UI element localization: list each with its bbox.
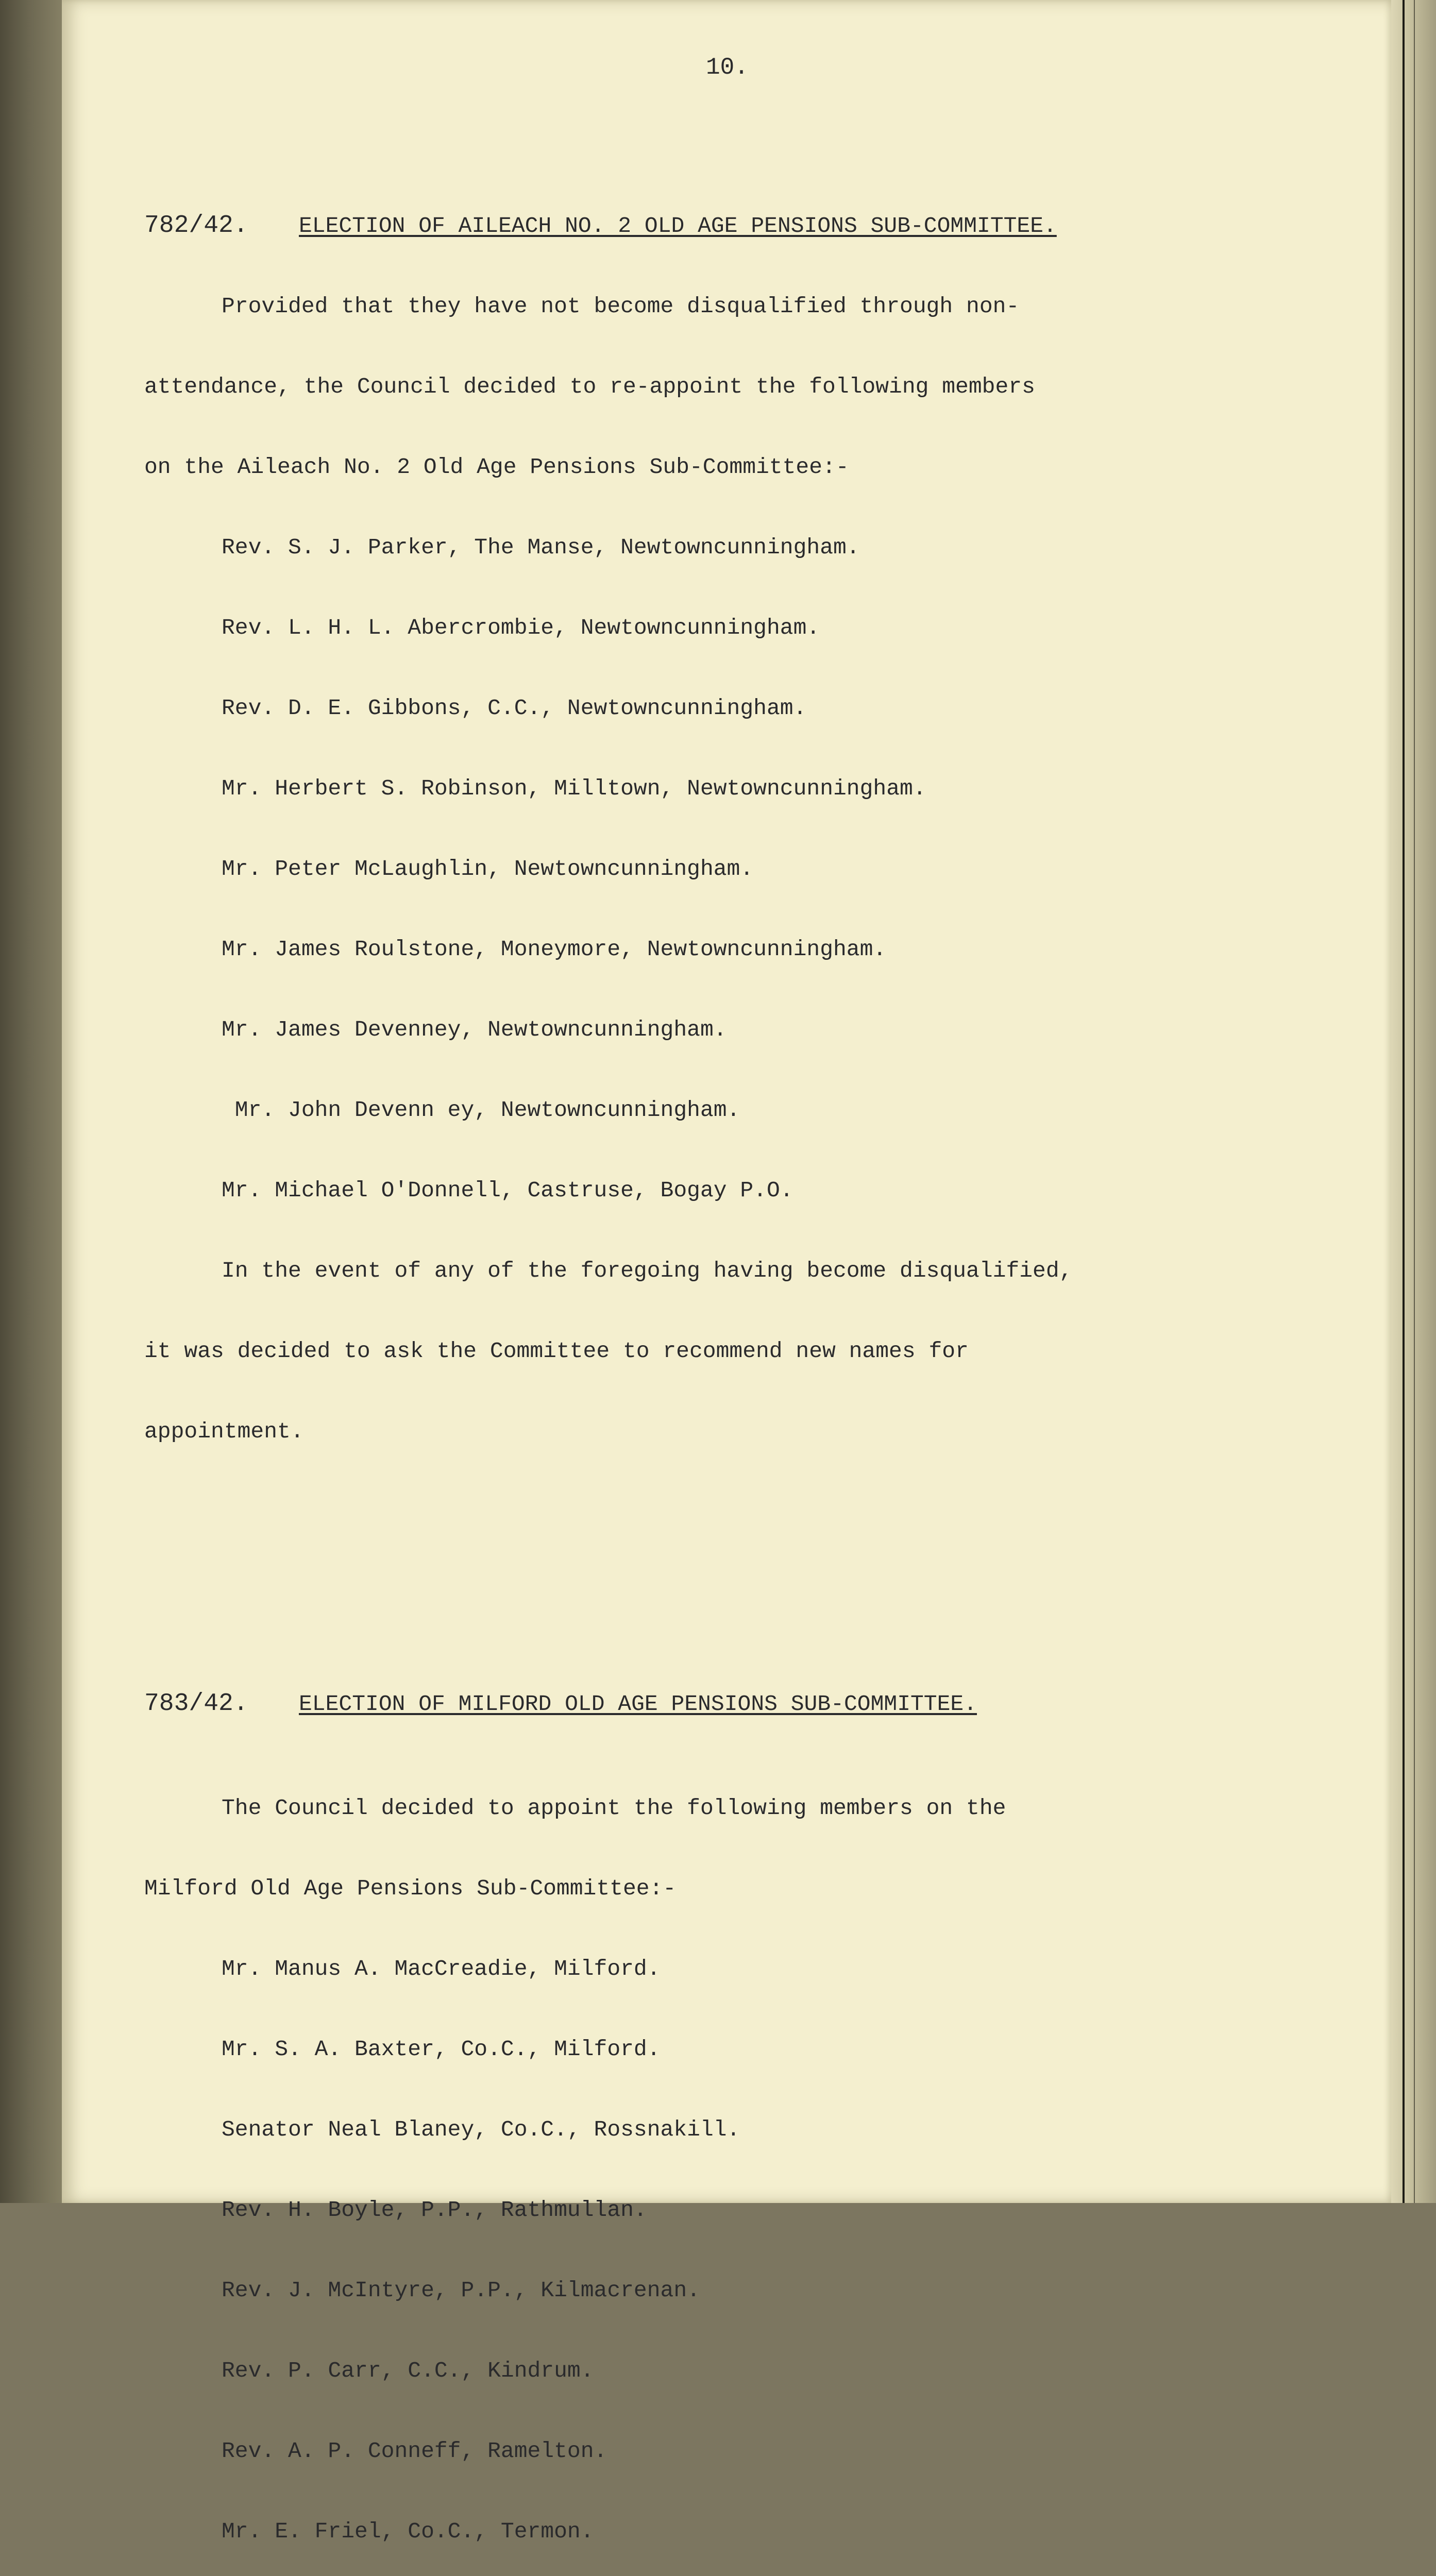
- intro-line: Provided that they have not become disqualified through non-: [222, 294, 1020, 319]
- minute-section: [144, 1637, 1278, 2576]
- section-heading: [144, 212, 1278, 240]
- member-entry: Mr. James Roulstone, Moneymore, Newtowncunningham.: [222, 937, 887, 962]
- intro-line: Milford Old Age Pensions Sub-Committee:-: [144, 1876, 677, 1901]
- member-entry: Rev. H. Boyle, P.P., Rathmullan.: [222, 2197, 647, 2223]
- closing-line: In the event of any of the foregoing having become disqualified,: [222, 1258, 1073, 1283]
- member-entry: Rev. D. E. Gibbons, C.C., Newtowncunningham.: [222, 696, 807, 721]
- member-entry: Mr. Manus A. MacCreadie, Milford.: [222, 1956, 661, 1981]
- member-entry: Rev. J. McIntyre, P.P., Kilmacrenan.: [222, 2278, 700, 2303]
- member-entry: Rev. S. J. Parker, The Manse, Newtowncunningham.: [222, 535, 860, 560]
- closing-line: appointment.: [144, 1419, 304, 1444]
- intro-line: The Council decided to appoint the following members on the: [222, 1795, 1006, 1821]
- member-entry: Mr. James Devenney, Newtowncunningham.: [222, 1017, 727, 1042]
- minute-number: 782/42.: [144, 212, 248, 240]
- document-page: [62, 0, 1391, 2544]
- book-gutter: [0, 0, 67, 2203]
- member-entry: Mr. Michael O'Donnell, Castruse, Bogay P.O.: [222, 1178, 793, 1203]
- member-entry: Mr. John Devenn ey, Newtowncunningham.: [222, 1097, 740, 1123]
- member-entry: Mr. Herbert S. Robinson, Milltown, Newtowncunningham.: [222, 776, 926, 801]
- minute-title: ELECTION OF AILEACH NO. 2 OLD AGE PENSIONS SUB-COMMITTEE.: [299, 213, 1057, 239]
- member-entry: Mr. Peter McLaughlin, Newtowncunningham.: [222, 856, 754, 882]
- minute-title: ELECTION OF MILFORD OLD AGE PENSIONS SUB-COMMITTEE.: [299, 1691, 977, 1717]
- minutes-body: [144, 52, 1278, 2576]
- member-entry: Rev. P. Carr, C.C., Kindrum.: [222, 2358, 594, 2383]
- member-entry: Rev. L. H. L. Abercrombie, Newtowncunningham.: [222, 615, 820, 640]
- section-heading: [144, 1690, 1278, 1718]
- member-entry: Mr. S. A. Baxter, Co.C., Milford.: [222, 2037, 661, 2062]
- minute-number: 783/42.: [144, 1690, 248, 1718]
- minute-section: [144, 159, 1278, 1499]
- closing-line: it was decided to ask the Committee to recommend new names for: [144, 1338, 969, 1364]
- intro-line: on the Aileach No. 2 Old Age Pensions Sub-Committee:-: [144, 454, 849, 480]
- intro-line: attendance, the Council decided to re-appoint the following members: [144, 374, 1035, 399]
- member-entry: Mr. E. Friel, Co.C., Termon.: [222, 2519, 594, 2544]
- book-page-edge: [1391, 0, 1436, 2203]
- member-entry: Rev. A. P. Conneff, Ramelton.: [222, 2438, 607, 2464]
- member-entry: Senator Neal Blaney, Co.C., Rossnakill.: [222, 2117, 740, 2142]
- page-number: 10.: [706, 54, 749, 81]
